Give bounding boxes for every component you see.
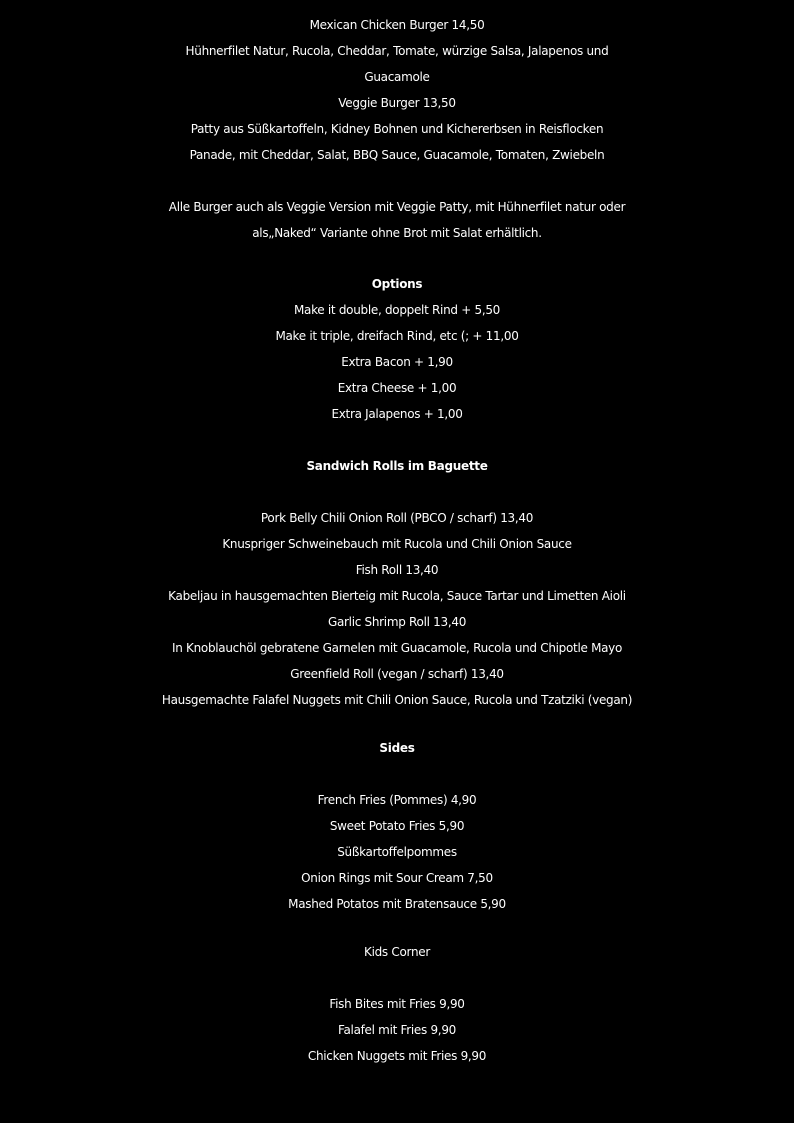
roll-item: Knuspriger Schweinebauch mit Rucola und Chili Onion Sauce bbox=[222, 537, 572, 551]
burger-mexican-desc: Hühnerfilet Natur, Rucola, Cheddar, Tomate, würzige Salsa, Jalapenos und bbox=[185, 44, 609, 58]
kids-item: Chicken Nuggets mit Fries 9,90 bbox=[307, 1049, 487, 1063]
kids-heading: Kids Corner bbox=[364, 945, 430, 959]
side-item: Süßkartoffelpommes bbox=[337, 845, 457, 859]
option-item: Extra Bacon + 1,90 bbox=[341, 355, 453, 369]
side-item: French Fries (Pommes) 4,90 bbox=[317, 793, 477, 807]
side-item: Onion Rings mit Sour Cream 7,50 bbox=[301, 871, 493, 885]
burger-veggie-desc-cont: Panade, mit Cheddar, Salat, BBQ Sauce, Guacamole, Tomaten, Zwiebeln bbox=[189, 148, 605, 162]
rolls-heading: Sandwich Rolls im Baguette bbox=[306, 459, 488, 473]
options-heading: Options bbox=[371, 277, 423, 291]
roll-item: Hausgemachte Falafel Nuggets mit Chili Onion Sauce, Rucola und Tzatziki (vegan) bbox=[161, 693, 633, 707]
option-item: Extra Cheese + 1,00 bbox=[337, 381, 457, 395]
roll-item: Pork Belly Chili Onion Roll (PBCO / scharf) 13,40 bbox=[260, 511, 534, 525]
roll-item: Kabeljau in hausgemachten Bierteig mit Rucola, Sauce Tartar und Limetten Aioli bbox=[168, 589, 626, 603]
side-item: Sweet Potato Fries 5,90 bbox=[329, 819, 465, 833]
roll-item: Greenfield Roll (vegan / scharf) 13,40 bbox=[290, 667, 504, 681]
option-item: Make it triple, dreifach Rind, etc (; + 11,00 bbox=[275, 329, 519, 343]
burger-mexican-title: Mexican Chicken Burger 14,50 bbox=[309, 18, 485, 32]
burger-veggie-desc: Patty aus Süßkartoffeln, Kidney Bohnen und Kichererbsen in Reisflocken bbox=[190, 122, 604, 136]
burger-mexican-desc-cont: Guacamole bbox=[364, 70, 430, 84]
option-item: Make it double, doppelt Rind + 5,50 bbox=[293, 303, 501, 317]
side-item: Mashed Potatos mit Bratensauce 5,90 bbox=[288, 897, 506, 911]
burger-note: Alle Burger auch als Veggie Version mit Veggie Patty, mit Hühnerfilet natur oder bbox=[168, 200, 626, 214]
option-item: Extra Jalapenos + 1,00 bbox=[331, 407, 463, 421]
sides-heading: Sides bbox=[379, 741, 415, 755]
kids-item: Fish Bites mit Fries 9,90 bbox=[329, 997, 465, 1011]
roll-item: Garlic Shrimp Roll 13,40 bbox=[327, 615, 467, 629]
burger-note-cont: als„Naked“ Variante ohne Brot mit Salat erhältlich. bbox=[252, 226, 542, 240]
roll-item: Fish Roll 13,40 bbox=[355, 563, 439, 577]
roll-item: In Knoblauchöl gebratene Garnelen mit Guacamole, Rucola und Chipotle Mayo bbox=[171, 641, 623, 655]
burger-veggie-title: Veggie Burger 13,50 bbox=[338, 96, 456, 110]
kids-item: Falafel mit Fries 9,90 bbox=[337, 1023, 456, 1037]
